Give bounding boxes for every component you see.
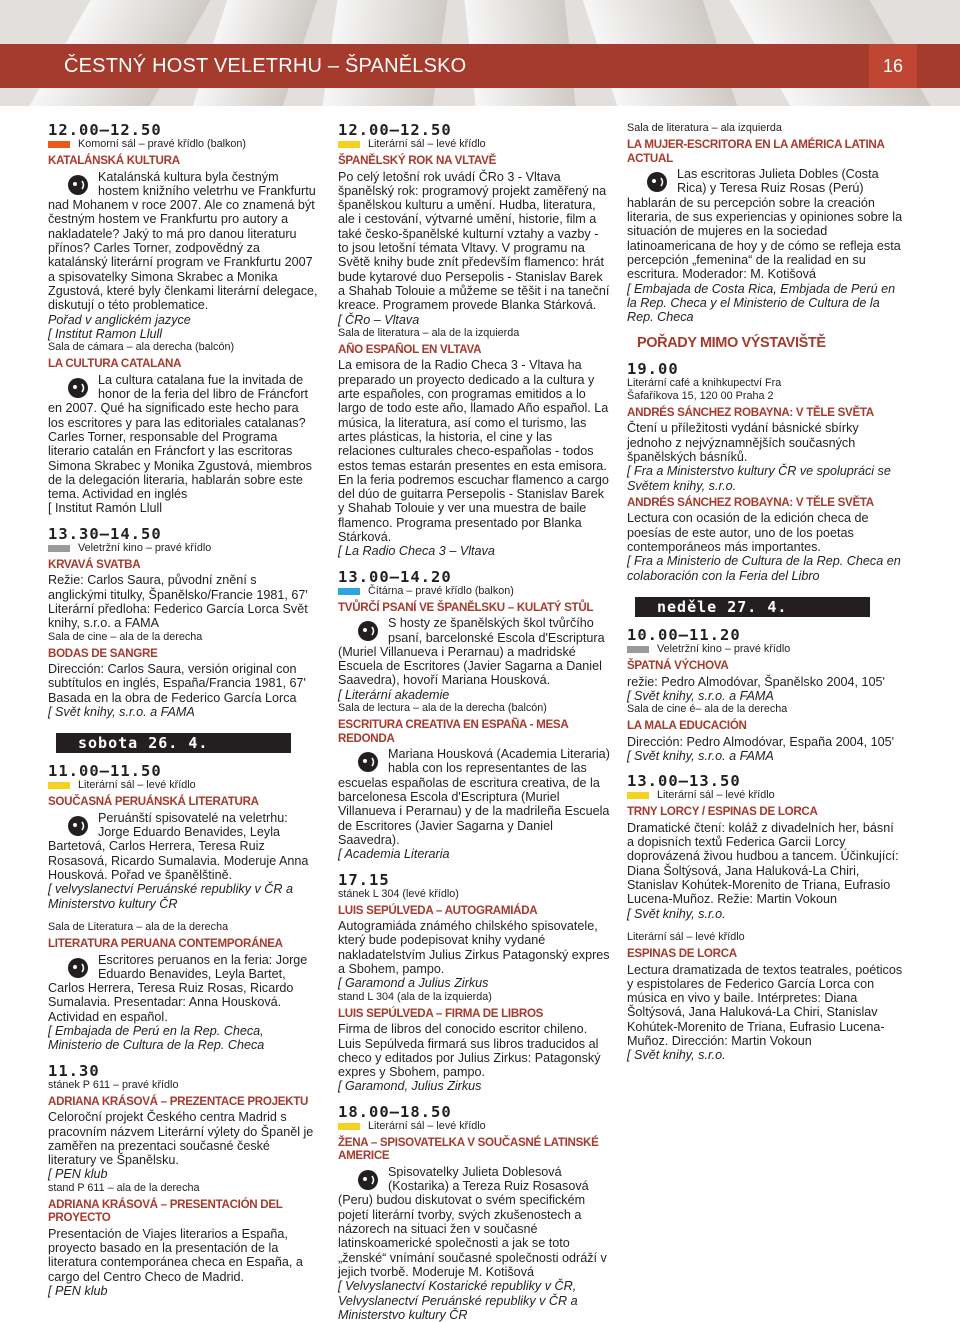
speaker-icon [66,955,92,981]
venue: Literární sál – levé křídlo [48,779,318,792]
event-body: Las escritoras Julieta Dobles (Costa Rica) y Teresa Ruiz Rosas (Perú) hablarán de su percepción sobre la creación literaria, de sus experiencias y opiniones sobre la situación de mujeres en la sociedad latinoamericana de hoy y de cómo se refleja esta percepción „femenina“ de la realidad en su escritura. Moderador: M. Kotišová [ Embajada de Costa Rica, Embjada de Perú en la Rep. Checa y el Ministerio de Cultura de la Rep. Checa [627,167,903,325]
venue: Sala de literatura – ala izquierda [627,122,782,134]
event-body: Dramatické čtení: koláž z divadelních her, básní a dopisních textů Federica Garcii Lorcy doprovázená živou hudbou a tancem. Účinkující: Diana Šoltýsová, Jana Haluková-La Chiri, Stanislav Kohútek-Morenito de Triana, Eufrasio Lucena-Muñoz. Režie: Martin Vokoun [627,820,899,907]
event-body: Po celý letošní rok uvádí ČRo 3 - Vltava španělský rok: programový projekt zaměřený na španělskou kulturu a umění. Hudba, literatura, ale i cestování, výtvarné umění, historie, film a také česko-španělské kulturní vztahy a vazby - to jsou letošní témata Vltavy. V programu na Světě knihy bude znít především flamenco: hrát bude kytarové duo Persepolis - Stanislav Barek a Shahab Tolouie a můžeme se těšit i na taneční kreace. Programem provede Blanka Stárková. [338,169,610,313]
event-title: TRNY LORCY / ESPINAS DE LORCA [627,805,818,819]
event-organizer: [ Svět knihy, s.r.o. [627,1048,726,1063]
event-body: La emisora de la Radio Checa 3 - Vltava ha preparado un proyecto dedicado a la cultura y arte españoles, con programas emitidos a lo largo de todo este año, llamado Año español. La música, la literatura, así como el turismo, las artes plásticas, la historia, el cine y las relaciones culturales checo-españolas - todos estos temas estarán presentes en esta emisora. En la feria podremos escuchar flamenco a cargo del dúo de guitarra Persepolis - Stanislav Barek y Shahab Tolouie y ver una muestra de baile flamenco. Programa presentado por Blanka Stárková. [338,358,609,545]
venue-color-swatch [338,1123,360,1130]
venue: stánek L 304 (levé křídlo) [338,887,459,900]
venue-color-swatch [48,782,70,789]
time-slot: 12.00–12.50 [48,121,162,139]
event-organizer: [ Fra a Ministerio de Cultura de la Rep. Checa en colaboración con la Feria del Libro [627,554,901,583]
event-body: Lectura dramatizada de textos teatrales, poéticos y espistolares de Federico García Lorca con música en vivo y baile. Intérpretes: Diana Šoltýsová, Jana Haluková-La Chiri, Stanislav Kohútek-Morenito de Triana, Eufrasio Lucena-Muñoz. Dirección: Martin Vokoun [627,962,903,1049]
venue-address: Šafaříkova 15, 120 00 Praha 2 [627,389,774,402]
speaker-icon [66,813,92,839]
event-organizer: [ ČRo – Vltava [338,312,420,327]
venue: Sala de lectura – ala de la derecha (balcón) [338,701,547,714]
speaker-icon [356,749,382,775]
section-heading: POŘADY MIMO VÝSTAVIŠTĚ [637,335,826,352]
time-slot: 19.00 [627,359,679,378]
event-title: LA CULTURA CATALANA [48,357,182,371]
event-organizer: [ Embajada de Costa Rica, Embjada de Perú en la Rep. Checa y el Ministerio de Cultura de la Rep. Checa [627,281,896,325]
event-body: Autogramiáda známého chilského spisovatele, který bude podepisovat knihy vydané nakladatelstvím Julius Zirkus Patagonský expres a Sbohem, pampo. [338,919,610,977]
event-title: ŽENA – SPISOVATELKA V SOUČASNÉ LATINSKÉ AMERICE [338,1135,599,1163]
event-body: Celoroční projekt Českého centra Madrid s pracovním názvem Literární výlety do Španěl je zaměřen na prezentaci současné české literatury ve Španělsku. [48,1110,314,1168]
time-slot: 18.00–18.50 [338,1102,452,1121]
event-body: režie: Pedro Almodóvar, Španělsko 2004, 105' [627,674,885,689]
time-slot: 13.00–13.50 [627,772,741,791]
day-heading: neděle 27. 4. [635,597,870,617]
event-body: Dirección: Pedro Almodóvar, España 2004, 105' [627,734,895,749]
venue: Veletržní kino – pravé křídlo [627,643,903,656]
venue-color-swatch [627,646,649,653]
event-body: Mariana Housková (Academia Literaria) habla con los representantes de las escuelas españolas de escritura creativa, de la barcelonesa Escola d'Escriptura (Muriel Villanueva i Perarnau) y de la madrileña Escuela de Escritores (Javier Sagarna y Daniel Saavedra). [ Academia Literaria [338,747,610,862]
event-organizer: [ Svět knihy, s.r.o. a FAMA [627,688,774,703]
event-note: Pořad v anglickém jazyce [48,312,191,327]
venue: stánek P 611 – pravé křídlo [48,1078,179,1091]
venue-color-swatch [338,588,360,595]
speaker-icon [66,172,92,198]
venue: Sala de cine – ala de la derecha [48,630,203,643]
event-organizer: [ Literární akademie [338,687,450,702]
event-body: La cultura catalana fue la invitada de honor de la feria del libro de Fráncfort en 2007. Qué ha significado este hecho para los escritores y para las editoriales catalanas? Carles Torner, responsable del Programa literario catalán en Fráncfort y las escritoras Simona Skrabec y Monika Zgustová, miembros de la delegación literaria, hablarán sobre este tema. Actividad en inglés [ Institut Ramón Llull [48,373,318,516]
speaker-icon [66,375,92,401]
venue: stand L 304 (ala de la izquierda) [338,990,492,1003]
event-organizer: [ Svět knihy, s.r.o. [627,906,726,921]
day-heading: sobota 26. 4. [56,733,291,753]
column-2 [338,122,610,1322]
event-organizer: [ La Radio Checa 3 – Vltava [338,544,495,559]
event-body: Katalánská kultura byla čestným hostem knižního veletrhu ve Frankfurtu nad Mohanem v roce 2007. Ale co znamená být čestným hostem ve Frankfurtu pro autory a nakladatele? Jaký to má pro danou literaturu přínos? Carles Torner, zodpovědný za katalánský literární program ve Frankfurtu 2007 a spisovatelky Simona Skrabec a Monika Zgustová, které byly členkami literární delegace, diskutují o této problematice. Pořad v anglickém jazyce [ Institut Ramon Llull [48,169,318,341]
event-title: LA MALA EDUCACIÓN [627,719,747,733]
event-organizer: [ Garamond, Julius Zirkus [338,1079,482,1094]
event-organizer: [ velvyslanectví Peruánské republiky v ČR a Ministerstvo kultury ČR [48,882,293,911]
event-title: BODAS DE SANGRE [48,646,158,660]
venue: Literární sál – levé křídlo [338,1120,610,1133]
venue: stand P 611 – ala de la derecha [48,1181,200,1194]
event-organizer: [ Embajada de Perú en la Rep. Checa, Ministerio de Cultura de la Rep. Checa [48,1024,265,1053]
time-slot: 11.00–11.50 [48,762,162,781]
event-title: LUIS SEPÚLVEDA – FIRMA DE LIBROS [338,1006,544,1020]
event-body: Čtení u příležitosti vydání básnické sbírky jednoho z nejvýznamnějších současných španělských básníků. [627,421,859,464]
speaker-icon [645,169,671,195]
event-title: LUIS SEPÚLVEDA – AUTOGRAMIÁDA [338,903,538,917]
event-body: Firma de libros del conocido escritor chileno. Luis Sepúlveda firmará sus libros traducidos al checo y editados por Julius Zirkus: Patagonský expres y Sbohem, pampo. [338,1022,601,1080]
venue-color-swatch [627,792,649,799]
venue: Sala de cine é– ala de la derecha [627,703,788,716]
venue: Sala de literatura – ala de la izquierda [338,326,520,339]
event-body: Spisovatelky Julieta Doblesová (Kostarika) a Tereza Ruiz Rosasová (Peru) budou diskutovat o svém specifickém pojetí literární tvorby, svých zkušenostech a názorech na situaci žen v současné latinskoamerické společnosti a jak se toto „ženské“ vnímání současné společnosti odráží v jejich tvorbě. Moderuje M. Kotišová [ Velvyslanectví Kostarické republiky v ČR, Velvyslanectví Peruánské republiky v ČR a Ministerstvo kultury ČR [338,1165,610,1322]
venue: Sala de Literatura – ala de la derecha [48,920,229,933]
header-band [0,44,960,88]
venue: Veletržní kino – pravé křídlo [48,542,318,555]
event-organizer: [ Garamond a Julius Zirkus [338,976,489,991]
page-number: 16 [869,44,917,88]
event-organizer: [ Svět knihy, s.r.o. a FAMA [48,704,195,719]
speaker-icon [356,618,382,644]
event-body: Režie: Carlos Saura, původní znění s anglickými titulky, Španělsko/Francie 1981, 67' Literární předloha: Federico García Lorca Svět knihy, s.r.o. a FAMA [48,573,308,631]
event-title: ADRIANA KRÁSOVÁ – PREZENTACE PROJEKTU [48,1094,309,1108]
event-title: LA MUJER-ESCRITORA EN LA AMÉRICA LATINA ACTUAL [627,138,885,165]
venue: Čítárna – pravé křídlo (balkon) [338,585,610,598]
event-organizer: [ PEN klub [48,1284,108,1299]
time-slot: 10.00–11.20 [627,625,741,644]
column-3 [627,122,903,1063]
event-organizer: [ Fra a Ministerstvo kultury ČR ve spolupráci se Světem knihy, s.r.o. [627,464,891,493]
venue-color-swatch [48,545,70,552]
event-title: ŠPANĚLSKÝ ROK NA VLTAVĚ [338,154,496,167]
event-title: ESCRITURA CREATIVA EN ESPAÑA - MESA REDONDA [338,717,568,745]
time-slot: 11.30 [48,1061,100,1080]
event-organizer: [ Velvyslanectví Kostarické republiky v ČR, Velvyslanectví Peruánské republiky v ČR a Ministerstvo kultury ČR [338,1279,578,1322]
event-title: KATALÁNSKÁ KULTURA [48,154,180,167]
event-body: Presentación de Viajes literarios a España, proyecto basado en la presentación de la literatura contemporánea checa en España, a cargo del Centro Checo de Madrid. [48,1226,303,1284]
venue-color-swatch [338,141,360,148]
event-body: Peruánští spisovatelé na veletrhu: Jorge Eduardo Benavides, Leyla Bartetová, Carlos Herrera, Teresa Ruiz Rosasová, Ricardo Sumalavia. Moderuje Anna Housková. Pořad ve španělštině. [ velvyslanectví Peruánské republiky v ČR a Ministerstvo kultury ČR [48,811,318,911]
venue-color-swatch [48,141,70,148]
event-title: KRVAVÁ SVATBA [48,557,141,571]
time-slot: 17.15 [338,870,390,889]
event-title: AÑO ESPAÑOL EN VLTAVA [338,342,482,356]
event-body: S hosty ze španělských škol tvůrčího psaní, barcelonské Escola d'Escriptura (Muriel Villanueva i Perarnau) a madridské Escuela de Escritores (Javier Sagarna a Daniel Saavedra), hovoří Mariana Housková. [ Literární akademie [338,616,610,702]
event-title: SOUČASNÁ PERUÁNSKÁ LITERATURA [48,795,259,809]
time-slot: 13.30–14.50 [48,524,162,543]
venue: Literární sál – levé křídlo [627,930,745,943]
event-organizer: [ PEN klub [48,1167,108,1182]
event-title: ANDRÉS SÁNCHEZ ROBAYNA: V TĚLE SVĚTA [627,495,874,509]
speaker-icon [356,1167,382,1193]
event-title: ADRIANA KRÁSOVÁ – PRESENTACIÓN DEL PROYECTO [48,1197,283,1225]
venue: Literární sál – levé křídlo [338,138,610,151]
event-title: ANDRÉS SÁNCHEZ ROBAYNA: V TĚLE SVĚTA [627,405,874,419]
column-1 [48,122,318,1298]
page-header-title: ČESTNÝ HOST VELETRHU – ŠPANĚLSKO [64,55,467,77]
event-title: TVŮRČÍ PSANÍ VE ŠPANĚLSKU – KULATÝ STŮL [338,600,594,614]
event-organizer: [ Academia Literaria [338,847,450,862]
venue: Literární café a knihkupectví Fra [627,376,782,389]
event-body: Escritores peruanos en la feria: Jorge Eduardo Benavides, Leyla Bartet, Carlos Herrera, Teresa Ruiz Rosas, Ricardo Sumalavia. Presentadar: Anna Housková. Actividad en español. [ Embajada de Perú en la Rep. Checa, Ministerio de Cultura de la Rep. Checa [48,953,318,1053]
time-slot: 12.00–12.50 [338,121,452,139]
venue: Literární sál – levé křídlo [627,789,903,802]
event-body: Lectura con ocasión de la edición checa de poesías de este autor, uno de los poetas contemporáneos más importantes. [627,511,869,555]
event-organizer: [ Svět knihy, s.r.o. a FAMA [627,748,774,763]
time-slot: 13.00–14.20 [338,567,452,586]
event-organizer: [ Institut Ramón Llull [48,501,163,516]
event-title: ŠPATNÁ VÝCHOVA [627,658,729,672]
event-title: ESPINAS DE LORCA [627,946,737,960]
event-title: LITERATURA PERUANA CONTEMPORÁNEA [48,936,283,950]
event-organizer: [ Institut Ramon Llull [48,326,163,341]
venue: Sala de cámara – ala derecha (balcón) [48,341,235,354]
venue: Komorní sál – pravé křídlo (balkon) [48,138,318,151]
event-body: Dirección: Carlos Saura, versión original con subtítulos en inglés, España/Francia 1981, 67' Basada en la obra de Federico García Lorca [48,662,306,705]
